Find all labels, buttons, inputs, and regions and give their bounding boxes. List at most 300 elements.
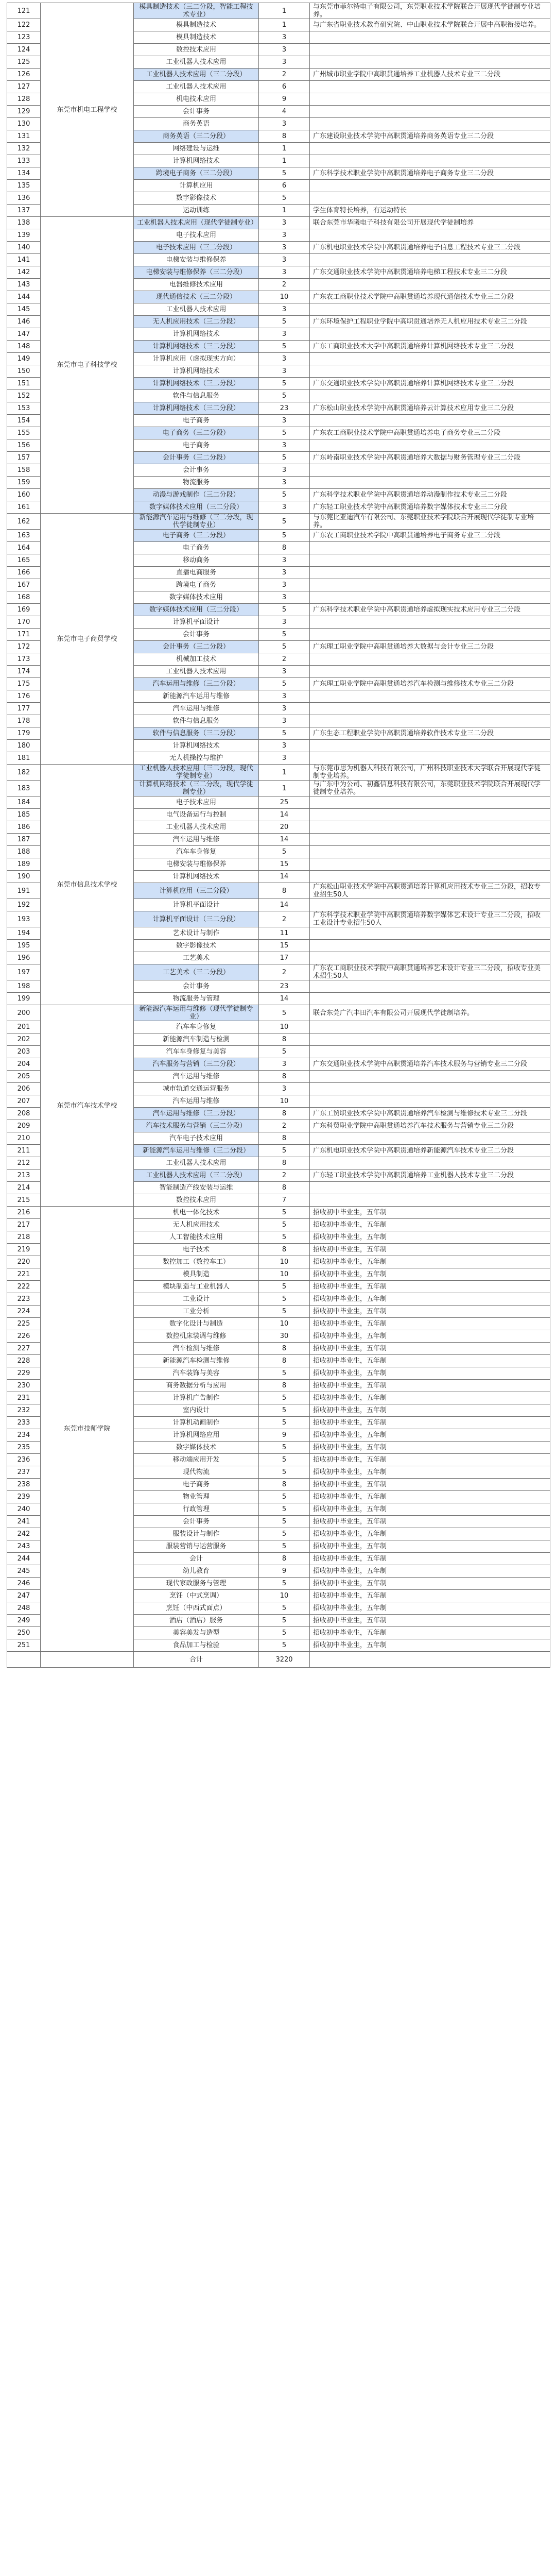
plan-count: 11 (259, 927, 310, 940)
school-name: 东莞市机电工程学校 (41, 3, 134, 217)
plan-count: 5 (259, 1281, 310, 1293)
remark: 广东科学技术职业学院中高职贯通培养虚拟现实技术应用专业三二分段 (310, 604, 550, 616)
remark (310, 834, 550, 846)
row-number: 143 (7, 279, 41, 291)
row-number: 121 (7, 3, 41, 19)
row-number: 236 (7, 1454, 41, 1466)
plan-count: 5 (259, 1207, 310, 1219)
remark (310, 809, 550, 821)
row-number: 235 (7, 1442, 41, 1454)
row-number: 249 (7, 1615, 41, 1627)
plan-count: 10 (259, 291, 310, 303)
remark: 招收初中毕业生，五年制 (310, 1404, 550, 1417)
plan-count: 3 (259, 715, 310, 727)
plan-count: 2 (259, 279, 310, 291)
plan-count: 15 (259, 858, 310, 871)
major-name: 会计事务（三二分段） (134, 452, 259, 464)
row-number: 126 (7, 69, 41, 81)
total-blank (7, 1652, 41, 1668)
remark (310, 93, 550, 106)
row-number: 195 (7, 940, 41, 952)
row-number: 192 (7, 899, 41, 911)
plan-count: 3 (259, 464, 310, 477)
row-number: 153 (7, 402, 41, 415)
major-name: 汽车电子技术应用 (134, 1132, 259, 1145)
remark (310, 1194, 550, 1207)
remark (310, 653, 550, 666)
row-number: 125 (7, 56, 41, 69)
major-name: 数字媒体技术应用 (134, 591, 259, 604)
remark: 联合东莞广汽丰田汽车有限公司开展现代学徒制培养。 (310, 1005, 550, 1021)
major-name: 电子技术 (134, 1244, 259, 1256)
remark: 招收初中毕业生，五年制 (310, 1578, 550, 1590)
plan-count: 10 (259, 1590, 310, 1602)
remark: 招收初中毕业生，五年制 (310, 1392, 550, 1404)
major-name: 服装设计与制作 (134, 1528, 259, 1540)
major-name: 计算机应用 (134, 180, 259, 192)
remark: 招收初中毕业生，五年制 (310, 1355, 550, 1367)
plan-count: 8 (259, 1108, 310, 1120)
plan-count: 1 (259, 143, 310, 155)
plan-count: 1 (259, 781, 310, 796)
remark: 广东农工商职业技术学院中高职贯通培养现代通信技术专业三二分段 (310, 291, 550, 303)
major-name: 软件与信息服务 (134, 715, 259, 727)
total-blank (310, 1652, 550, 1668)
remark: 学生体育特长培养，有运动特长 (310, 205, 550, 217)
major-name: 计算机网络技术 (134, 365, 259, 378)
school-name: 东莞市电子科技学校 (41, 217, 134, 514)
major-name: 跨境电子商务（三二分段） (134, 167, 259, 180)
major-name: 会计 (134, 1553, 259, 1565)
remark: 广东机电职业技术学院中高职贯通培养新能源汽车技术专业三二分段 (310, 1145, 550, 1157)
major-name: 模具制造技术 (134, 31, 259, 44)
plan-count: 3 (259, 616, 310, 629)
remark (310, 155, 550, 167)
remark: 广东科学技术职业学院中高职贯通培养动漫制作技术专业三二分段 (310, 489, 550, 501)
row-number: 245 (7, 1565, 41, 1578)
remark (310, 554, 550, 567)
major-name: 电梯安装与维修保养（三二分段） (134, 266, 259, 279)
plan-count: 3 (259, 303, 310, 316)
remark: 广东岭南职业技术学院中高职贯通培养大数据与财务管理专业三二分段 (310, 452, 550, 464)
major-name: 机械加工技术 (134, 653, 259, 666)
major-name: 汽车服务与营销（三二分段） (134, 1058, 259, 1071)
remark (310, 56, 550, 69)
major-name: 数字媒体技术 (134, 1442, 259, 1454)
remark (310, 579, 550, 591)
admission-plan-table (7, 3, 550, 1668)
row-number: 183 (7, 781, 41, 796)
row-number: 201 (7, 1021, 41, 1033)
row-number: 227 (7, 1343, 41, 1355)
remark: 招收初中毕业生，五年制 (310, 1330, 550, 1343)
major-name: 工业机器人技术应用（三二分段，现代学徒制专业） (134, 765, 259, 781)
row-number: 184 (7, 796, 41, 809)
row-number: 148 (7, 341, 41, 353)
major-name: 电器维修技术应用 (134, 279, 259, 291)
row-number: 164 (7, 542, 41, 554)
row-number: 244 (7, 1553, 41, 1565)
plan-count: 5 (259, 452, 310, 464)
major-name: 会计事务 (134, 106, 259, 118)
row-number: 138 (7, 217, 41, 229)
major-name: 电子商务（三二分段） (134, 530, 259, 542)
major-name: 会计事务 (134, 1516, 259, 1528)
plan-count: 5 (259, 390, 310, 402)
remark: 招收初中毕业生，五年制 (310, 1454, 550, 1466)
row-number: 229 (7, 1367, 41, 1380)
plan-count: 5 (259, 341, 310, 353)
major-name: 直播电商服务 (134, 567, 259, 579)
plan-count: 2 (259, 964, 310, 980)
row-number: 155 (7, 427, 41, 439)
plan-count: 3 (259, 229, 310, 242)
row-number: 129 (7, 106, 41, 118)
plan-count: 8 (259, 1479, 310, 1491)
plan-count: 10 (259, 1268, 310, 1281)
remark: 招收初中毕业生，五年制 (310, 1553, 550, 1565)
plan-count: 20 (259, 821, 310, 834)
plan-count: 5 (259, 678, 310, 690)
remark (310, 106, 550, 118)
row-number: 182 (7, 765, 41, 781)
remark (310, 1021, 550, 1033)
plan-count: 5 (259, 1442, 310, 1454)
major-name: 工业机器人技术应用 (134, 81, 259, 93)
plan-count: 30 (259, 1330, 310, 1343)
major-name: 新能源汽车运用与维修 (134, 690, 259, 703)
plan-count: 5 (259, 1219, 310, 1231)
plan-count: 3 (259, 690, 310, 703)
remark (310, 143, 550, 155)
plan-count: 8 (259, 130, 310, 143)
plan-count: 10 (259, 1021, 310, 1033)
remark: 广东理工职业学院中高职贯通培养大数据与会计专业三二分段 (310, 641, 550, 653)
remark: 招收初中毕业生，五年制 (310, 1602, 550, 1615)
remark (310, 796, 550, 809)
remark (310, 940, 550, 952)
remark (310, 591, 550, 604)
major-name: 现代家政服务与管理 (134, 1578, 259, 1590)
remark (310, 952, 550, 964)
remark (310, 44, 550, 56)
remark: 招收初中毕业生，五年制 (310, 1293, 550, 1306)
plan-count: 3 (259, 31, 310, 44)
major-name: 现代通信技术（三二分段） (134, 291, 259, 303)
plan-count: 3 (259, 439, 310, 452)
row-number: 190 (7, 871, 41, 883)
remark: 与东莞比亚迪汽车有限公司、东莞职业技术学院联合开展现代学徒制专业培养。 (310, 514, 550, 530)
plan-count: 5 (259, 378, 310, 390)
plan-count: 15 (259, 940, 310, 952)
major-name: 工艺美术（三二分段） (134, 964, 259, 980)
remark (310, 1083, 550, 1095)
row-number: 200 (7, 1005, 41, 1021)
remark: 广东理工职业学院中高职贯通培养汽车检测与维修技术专业三二分段 (310, 678, 550, 690)
plan-count: 3 (259, 118, 310, 130)
row-number: 144 (7, 291, 41, 303)
remark: 广东轻工职业技术学院中高职贯通培养数字媒体技术专业三二分段 (310, 501, 550, 514)
row-number: 239 (7, 1491, 41, 1503)
row-number: 180 (7, 740, 41, 752)
row-number: 136 (7, 192, 41, 205)
remark: 招收初中毕业生，五年制 (310, 1503, 550, 1516)
remark (310, 439, 550, 452)
remark: 招收初中毕业生，五年制 (310, 1516, 550, 1528)
major-name: 汽车运用与维修（三二分段） (134, 1108, 259, 1120)
row-number: 151 (7, 378, 41, 390)
remark (310, 871, 550, 883)
remark: 与广东中为公司、初鑫信息科技有限公司，东莞职业技术学院联合开展现代学徒制专业培养。 (310, 781, 550, 796)
table-row (7, 765, 550, 781)
plan-count: 8 (259, 1553, 310, 1565)
plan-count: 5 (259, 192, 310, 205)
plan-count: 4 (259, 106, 310, 118)
major-name: 汽车运用与维修 (134, 1095, 259, 1108)
remark (310, 353, 550, 365)
row-number: 181 (7, 752, 41, 765)
plan-count: 6 (259, 81, 310, 93)
plan-count: 3 (259, 415, 310, 427)
row-number: 179 (7, 727, 41, 740)
major-name: 服装营销与运营服务 (134, 1540, 259, 1553)
remark: 广东建设职业技术学院中高职贯通培养商务英语专业三二分段 (310, 130, 550, 143)
remark: 招收初中毕业生，五年制 (310, 1318, 550, 1330)
row-number: 250 (7, 1627, 41, 1639)
major-name: 计算机网络技术 (134, 740, 259, 752)
plan-count: 1 (259, 155, 310, 167)
plan-count: 5 (259, 1540, 310, 1553)
row-number: 152 (7, 390, 41, 402)
remark: 广东机电职业技术学院中高职贯通培养电子信息工程技术专业三二分段 (310, 242, 550, 254)
remark: 招收初中毕业生，五年制 (310, 1491, 550, 1503)
major-name: 工业机器人技术应用 (134, 1157, 259, 1170)
major-name: 计算机平面设计 (134, 616, 259, 629)
major-name: 数字影像技术 (134, 192, 259, 205)
remark (310, 1157, 550, 1170)
remark (310, 1095, 550, 1108)
remark (310, 464, 550, 477)
remark: 广州城市职业学院中高职贯通培养工业机器人技术专业三二分段 (310, 69, 550, 81)
row-number: 167 (7, 579, 41, 591)
major-name: 计算机广告制作 (134, 1392, 259, 1404)
major-name: 计算机网络技术（三二分段） (134, 402, 259, 415)
major-name: 城市轨道交通运营服务 (134, 1083, 259, 1095)
row-number: 128 (7, 93, 41, 106)
major-name: 运动训练 (134, 205, 259, 217)
major-name: 烹饪（中西式面点） (134, 1602, 259, 1615)
plan-count: 5 (259, 1306, 310, 1318)
plan-count: 5 (259, 1404, 310, 1417)
row-number: 205 (7, 1071, 41, 1083)
major-name: 汽车运用与维修（三二分段） (134, 678, 259, 690)
row-number: 203 (7, 1046, 41, 1058)
remark (310, 180, 550, 192)
major-name: 智能制造产线安装与运维 (134, 1182, 259, 1194)
total-row (7, 1652, 550, 1668)
remark: 招收初中毕业生，五年制 (310, 1281, 550, 1293)
remark (310, 629, 550, 641)
row-number: 248 (7, 1602, 41, 1615)
remark: 招收初中毕业生，五年制 (310, 1231, 550, 1244)
row-number: 228 (7, 1355, 41, 1367)
row-number: 204 (7, 1058, 41, 1071)
row-number: 124 (7, 44, 41, 56)
remark: 招收初中毕业生，五年制 (310, 1528, 550, 1540)
plan-count: 3 (259, 328, 310, 341)
row-number: 177 (7, 703, 41, 715)
major-name: 电子商务 (134, 415, 259, 427)
major-name: 新能源汽车运用与维修（现代学徒制专业） (134, 1005, 259, 1021)
row-number: 154 (7, 415, 41, 427)
major-name: 室内设计 (134, 1404, 259, 1417)
plan-count: 5 (259, 1627, 310, 1639)
major-name: 新能源汽车运用与维修（三二分段，现代学徒制专业） (134, 514, 259, 530)
major-name: 商务数据分析与应用 (134, 1380, 259, 1392)
major-name: 工艺美术 (134, 952, 259, 964)
remark: 广东交通职业技术学院中高职贯通培养汽车技术服务与营销专业三二分段 (310, 1058, 550, 1071)
row-number: 234 (7, 1429, 41, 1442)
remark: 广东工贸职业技术学院中高职贯通培养汽车检测与维修技术专业三二分段 (310, 1108, 550, 1120)
major-name: 物流服务 (134, 477, 259, 489)
row-number: 185 (7, 809, 41, 821)
plan-count: 10 (259, 1256, 310, 1268)
major-name: 烹饪（中式烹调） (134, 1590, 259, 1602)
remark (310, 616, 550, 629)
plan-count: 2 (259, 69, 310, 81)
plan-count: 1 (259, 205, 310, 217)
plan-count: 5 (259, 1491, 310, 1503)
table-body (7, 3, 550, 1668)
remark: 招收初中毕业生，五年制 (310, 1417, 550, 1429)
school-name: 东莞市信息技术学校 (41, 765, 134, 1005)
row-number: 137 (7, 205, 41, 217)
row-number: 226 (7, 1330, 41, 1343)
plan-count: 5 (259, 316, 310, 328)
remark: 招收初中毕业生，五年制 (310, 1479, 550, 1491)
remark (310, 477, 550, 489)
row-number: 232 (7, 1404, 41, 1417)
plan-count: 5 (259, 1046, 310, 1058)
remark (310, 81, 550, 93)
table-row (7, 514, 550, 530)
remark (310, 666, 550, 678)
table-row (7, 1207, 550, 1219)
remark: 招收初中毕业生，五年制 (310, 1380, 550, 1392)
school-name: 东莞市技师学院 (41, 1207, 134, 1652)
remark: 招收初中毕业生，五年制 (310, 1540, 550, 1553)
row-number: 146 (7, 316, 41, 328)
plan-count: 5 (259, 514, 310, 530)
plan-count: 3 (259, 752, 310, 765)
table-row (7, 1005, 550, 1021)
remark: 与东莞市思为机器人科技有限公司，广州科技职业技术大学联合开展现代学徒制专业培养。 (310, 765, 550, 781)
table-row (7, 217, 550, 229)
remark: 招收初中毕业生，五年制 (310, 1367, 550, 1380)
remark: 招收初中毕业生，五年制 (310, 1590, 550, 1602)
row-number: 173 (7, 653, 41, 666)
plan-count: 3 (259, 477, 310, 489)
row-number: 238 (7, 1479, 41, 1491)
table-row (7, 3, 550, 19)
row-number: 142 (7, 266, 41, 279)
remark (310, 118, 550, 130)
remark (310, 927, 550, 940)
row-number: 247 (7, 1590, 41, 1602)
remark: 招收初中毕业生，五年制 (310, 1615, 550, 1627)
remark: 招收初中毕业生，五年制 (310, 1627, 550, 1639)
remark (310, 303, 550, 316)
plan-count: 3 (259, 666, 310, 678)
major-name: 汽车运用与维修 (134, 703, 259, 715)
remark (310, 752, 550, 765)
remark (310, 993, 550, 1005)
plan-count: 3 (259, 579, 310, 591)
major-name: 工业设计 (134, 1293, 259, 1306)
major-name: 物流服务与管理 (134, 993, 259, 1005)
major-name: 工业机器人技术应用 (134, 821, 259, 834)
row-number: 132 (7, 143, 41, 155)
row-number: 150 (7, 365, 41, 378)
plan-count: 2 (259, 1120, 310, 1132)
plan-count: 9 (259, 93, 310, 106)
remark: 广东轻工职业技术学院中高职贯通培养工业机器人技术专业三二分段 (310, 1170, 550, 1182)
major-name: 动漫与游戏制作（三二分段） (134, 489, 259, 501)
plan-count: 5 (259, 1602, 310, 1615)
plan-count: 5 (259, 427, 310, 439)
major-name: 计算机网络技术（三二分段） (134, 378, 259, 390)
row-number: 196 (7, 952, 41, 964)
row-number: 186 (7, 821, 41, 834)
row-number: 147 (7, 328, 41, 341)
plan-count: 10 (259, 1095, 310, 1108)
major-name: 模具制造 (134, 1268, 259, 1281)
plan-count: 5 (259, 1639, 310, 1652)
plan-count: 5 (259, 641, 310, 653)
plan-count: 5 (259, 1503, 310, 1516)
remark: 广东科学技术职业学院中高职贯通培养电子商务专业三二分段 (310, 167, 550, 180)
major-name: 计算机网络应用 (134, 1429, 259, 1442)
major-name: 机电技术应用 (134, 93, 259, 106)
major-name: 工业机器人技术应用 (134, 303, 259, 316)
major-name: 新能源汽车制造与检测 (134, 1033, 259, 1046)
row-number: 161 (7, 501, 41, 514)
row-number: 176 (7, 690, 41, 703)
row-number: 172 (7, 641, 41, 653)
plan-count: 3 (259, 56, 310, 69)
remark: 广东松山职业技术学院中高职贯通培养计算机应用技术专业三二分段，招收专业招生50人 (310, 883, 550, 899)
major-name: 工业机器人技术应用（三二分段） (134, 69, 259, 81)
remark: 招收初中毕业生，五年制 (310, 1256, 550, 1268)
row-number: 145 (7, 303, 41, 316)
major-name: 新能源汽车运用与维修（三二分段） (134, 1145, 259, 1157)
row-number: 224 (7, 1306, 41, 1318)
remark (310, 703, 550, 715)
remark: 招收初中毕业生，五年制 (310, 1442, 550, 1454)
major-name: 汽车检测与维修 (134, 1343, 259, 1355)
row-number: 133 (7, 155, 41, 167)
remark: 广东生态工程职业学院中高职贯通培养软件技术专业三二分段 (310, 727, 550, 740)
major-name: 无人机应用技术 (134, 1219, 259, 1231)
row-number: 123 (7, 31, 41, 44)
plan-count: 5 (259, 1454, 310, 1466)
major-name: 网络建设与运维 (134, 143, 259, 155)
plan-count: 6 (259, 180, 310, 192)
row-number: 127 (7, 81, 41, 93)
remark (310, 846, 550, 858)
row-number: 208 (7, 1108, 41, 1120)
major-name: 计算机应用（虚拟现实方向） (134, 353, 259, 365)
